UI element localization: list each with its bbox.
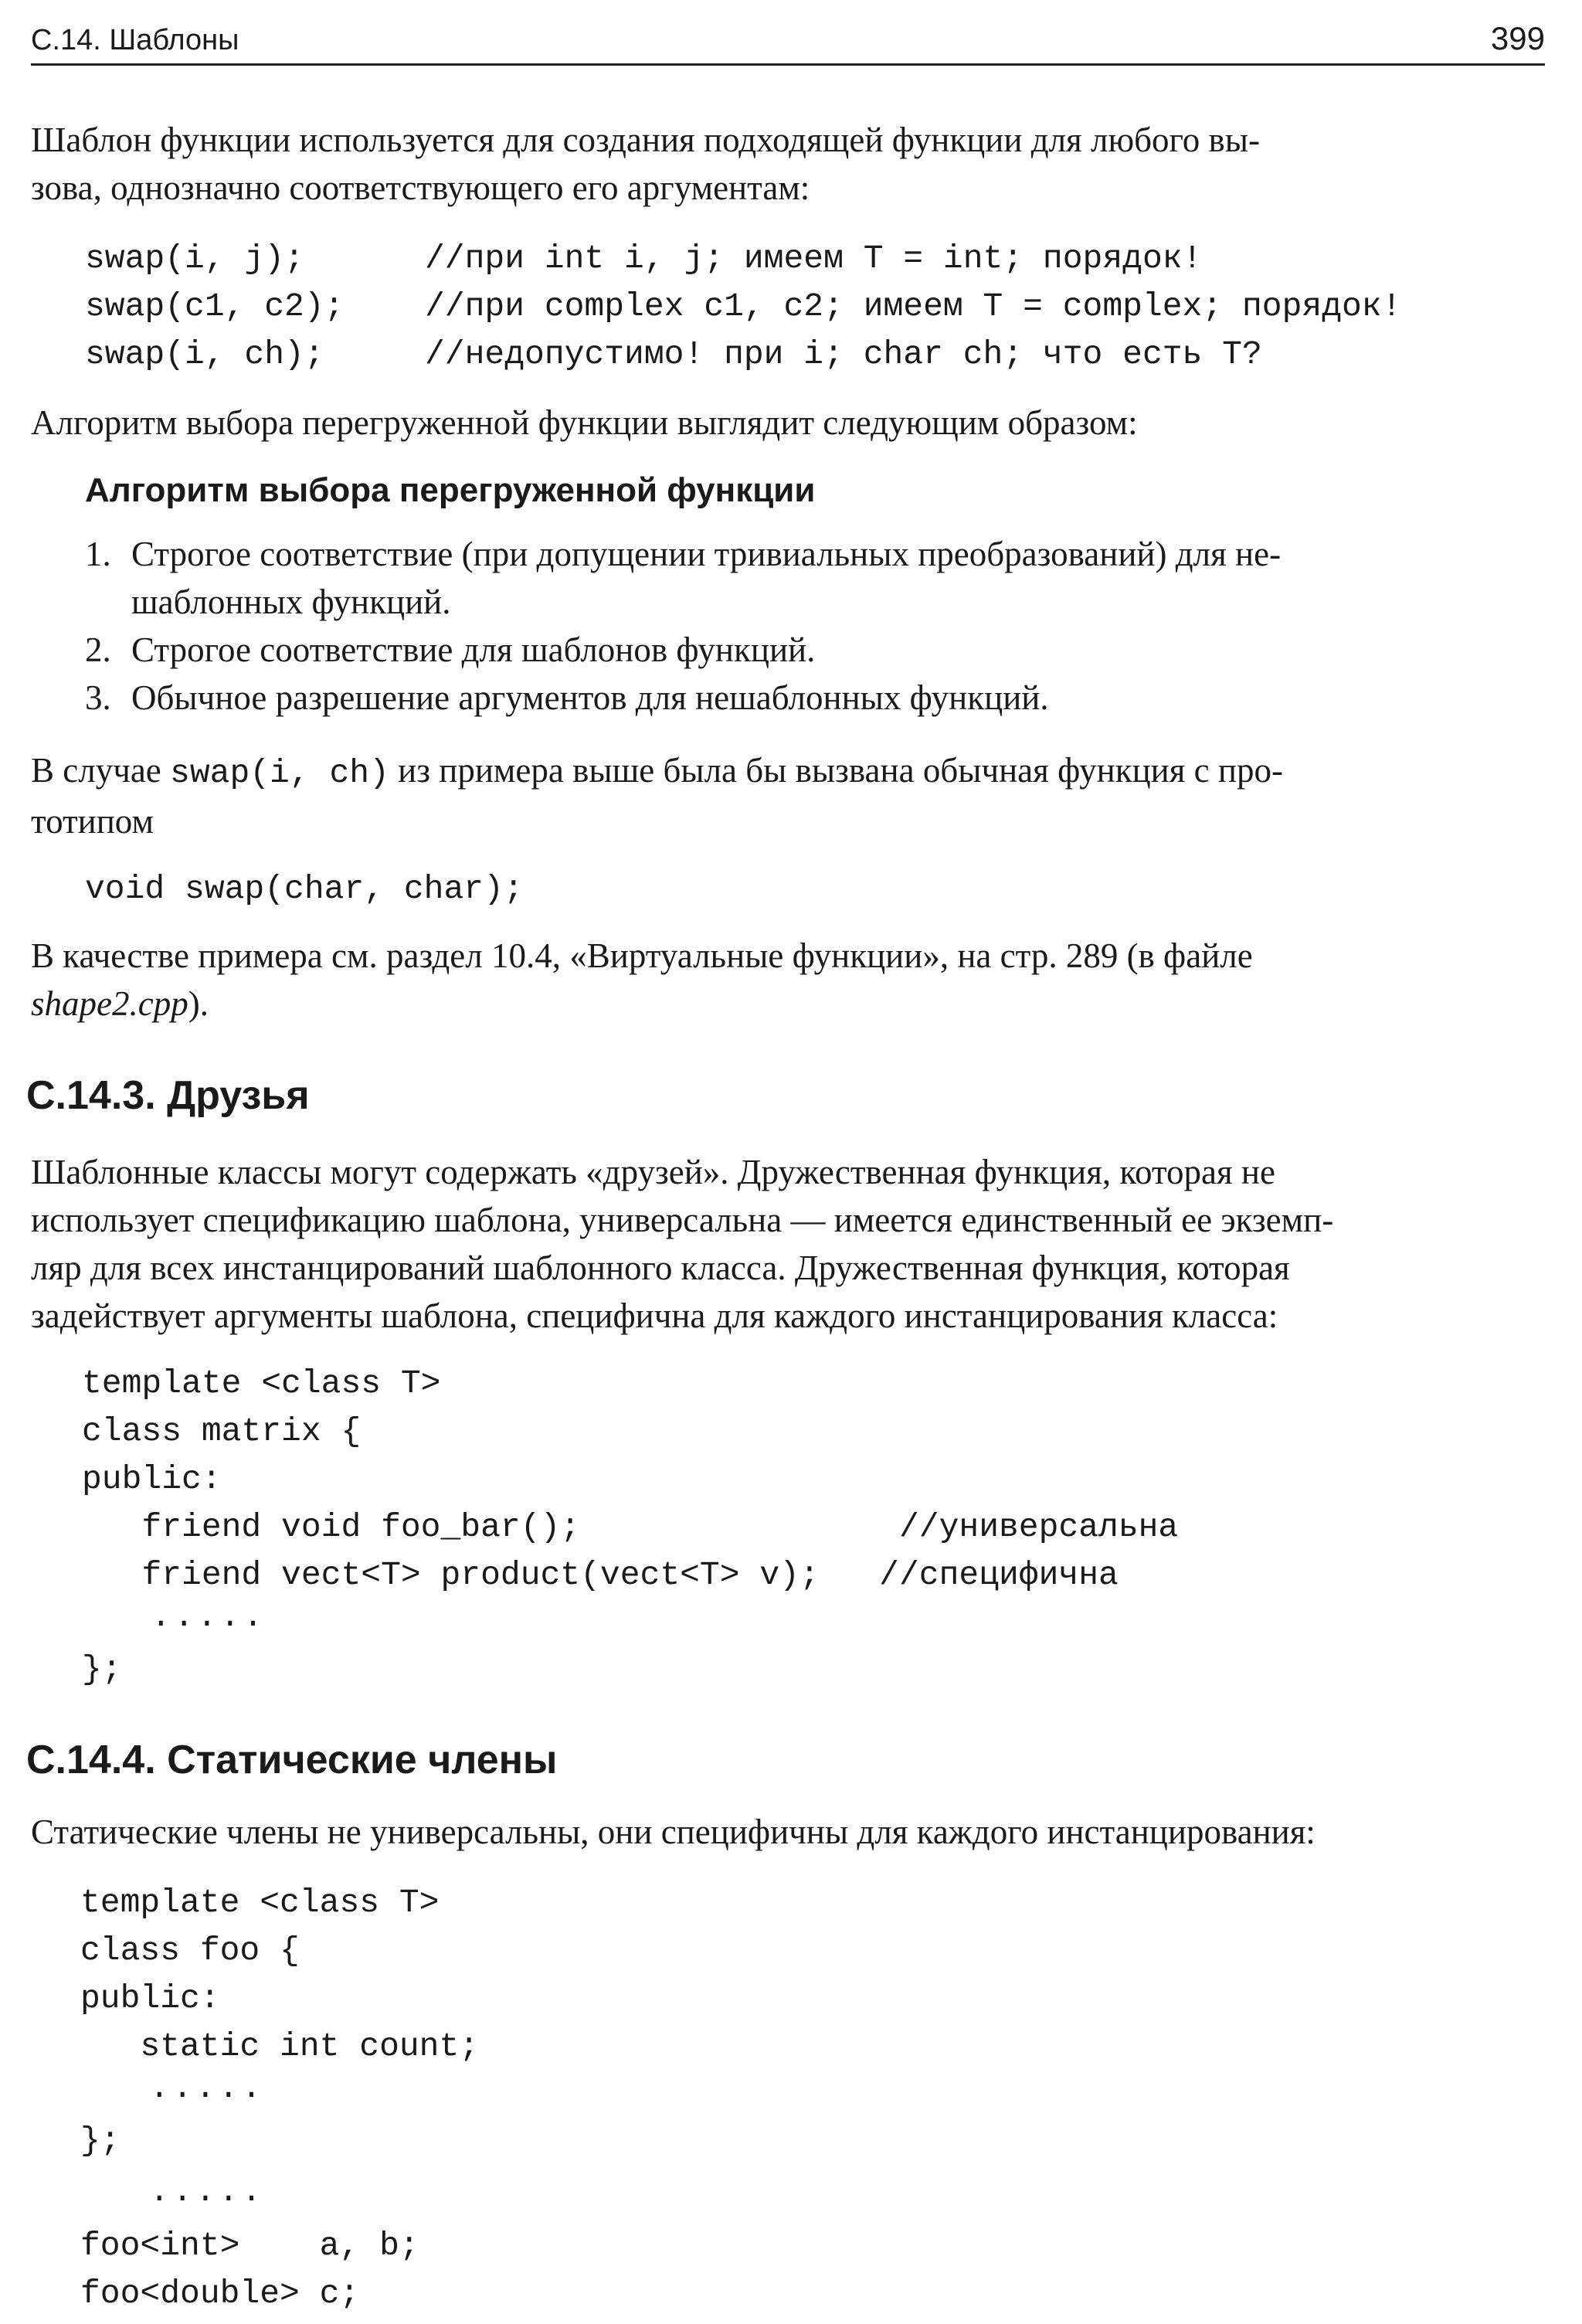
friends-line: ляр для всех инстанцирований шаблонного класса. Дружественная функция, которая [31, 1249, 1290, 1287]
list-item [85, 530, 1545, 626]
algo-intro-text: Алгоритм выбора перегруженной функции выглядит следующим образом: [31, 403, 1138, 442]
code-line: foo<int> a, b; [80, 2227, 419, 2265]
list-text: Строгое соответствие для шаблонов функций. [131, 630, 816, 669]
friends-line: использует спецификацию шаблона, универсальна — имеется единственный ее экземп- [31, 1201, 1334, 1239]
case-line-2: тотипом [31, 802, 154, 841]
code-line: public: [80, 1979, 220, 2017]
list-number: 3. [85, 678, 111, 717]
code-comment: //при complex c1, c2; имеем T = complex; порядок! [425, 287, 1402, 325]
code-line: friend void foo_bar(); //универсальна [82, 1508, 1179, 1546]
code-ellipsis: ..... [80, 2069, 265, 2107]
prototype-code: void swap(char, char); [85, 870, 524, 908]
code-call: swap(c1, c2); [85, 287, 345, 325]
code-ellipsis: ..... [80, 2173, 265, 2210]
code-line: class foo { [80, 1932, 300, 1969]
list-text: шаблонных функций. [131, 583, 451, 621]
static-paragraph [31, 1808, 1545, 1856]
algo-intro [31, 399, 1545, 447]
file-name: shape2.cpp [31, 984, 188, 1023]
code-line: public: [82, 1460, 222, 1498]
case-suffix: из примера выше была бы вызвана обычная функция с про- [389, 751, 1283, 790]
algorithm-heading: Алгоритм выбора перегруженной функции [85, 471, 816, 509]
code-comment: //недопустимо! при i; char ch; что есть T? [425, 335, 1262, 373]
code-line: class matrix { [82, 1412, 362, 1450]
algorithm-list [85, 530, 1545, 722]
friends-paragraph [31, 1148, 1545, 1340]
list-item [85, 626, 1545, 674]
list-text: Обычное разрешение аргументов для нешаблонных функций. [131, 678, 1049, 717]
intro-line: Шаблон функции используется для создания подходящей функции для любого вы- [31, 121, 1261, 159]
list-text: Строгое соответствие (при допущении тривиальных преобразований) для не- [131, 535, 1282, 573]
intro-paragraph [31, 116, 1545, 212]
case-line [31, 746, 1545, 797]
code-line: template <class T> [80, 1884, 440, 1921]
example-paragraph [31, 932, 1545, 1028]
list-number: 2. [85, 630, 111, 669]
example-line: В качестве примера см. раздел 10.4, «Виртуальные функции», на стр. 289 (в файле [31, 936, 1253, 975]
static-line: Статические члены не универсальны, они специфичны для каждого инстанцирования: [31, 1813, 1316, 1851]
code-call: swap(i, ch); [85, 335, 324, 373]
section-heading-static: С.14.4. Статические члены [26, 1738, 558, 1782]
code-line: template <class T> [82, 1364, 441, 1402]
list-item [85, 674, 1545, 722]
list-number: 1. [85, 535, 111, 573]
example-end: ). [188, 984, 209, 1023]
intro-line: зова, однозначно соответствующего его аргументам: [31, 168, 810, 207]
case-prefix: В случае [31, 751, 171, 790]
chapter-title: С.14. Шаблоны [31, 24, 239, 56]
code-comment: //при int i, j; имеем T = int; порядок! [425, 240, 1203, 277]
running-header [31, 20, 1545, 66]
code-ellipsis: ..... [82, 1598, 266, 1636]
code-line: }; [82, 1650, 122, 1688]
case-paragraph [31, 746, 1545, 845]
page-number: 399 [1490, 20, 1545, 56]
example-line-2 [31, 980, 1545, 1028]
code-line: static int count; [80, 2027, 480, 2065]
inline-code: swap(i, ch) [170, 754, 389, 792]
code-line: friend vect<T> product(vect<T> v); //специфична [82, 1556, 1119, 1594]
code-call: swap(i, j); [85, 240, 304, 277]
friends-line: Шаблонные классы могут содержать «друзей». Дружественная функция, которая не [31, 1153, 1275, 1191]
friends-line: задействует аргументы шаблона, специфична для каждого инстанцирования класса: [31, 1296, 1278, 1335]
section-heading-friends: С.14.3. Друзья [26, 1073, 310, 1118]
code-line: }; [80, 2122, 121, 2159]
code-line: foo<double> c; [80, 2275, 360, 2312]
